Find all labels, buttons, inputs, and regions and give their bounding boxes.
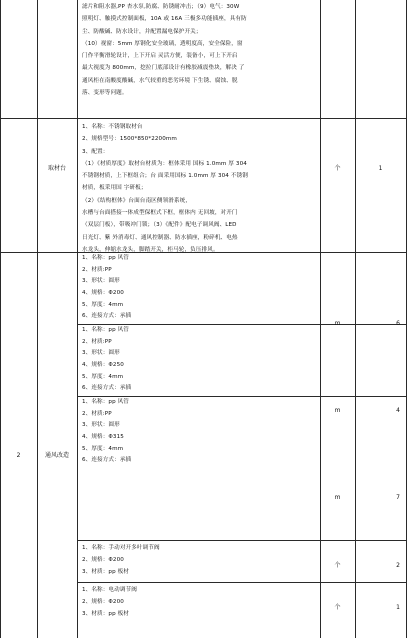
- spec-line: （双层门板），带吸冲门锁；（3）《配件》配电子调风阀、LED: [82, 222, 237, 229]
- col-border: [77, 0, 78, 638]
- spec-line: 2、规格：Φ200: [82, 599, 124, 605]
- spec-line: 1、名称：手动对开多叶调节阀: [82, 545, 160, 551]
- item-spec: [82, 542, 160, 578]
- spec-line: 3、配置：: [82, 148, 109, 155]
- item-spec: [82, 121, 248, 256]
- item-unit: 个: [334, 165, 341, 172]
- spec-line: 6、连接方式：承插: [82, 385, 132, 392]
- spec-line: 3、形状：圆形: [82, 422, 120, 429]
- spec-line: 4、规格：Φ200: [82, 290, 124, 297]
- item-spec: [82, 584, 137, 620]
- item-qty: 1: [378, 165, 383, 172]
- spec-line: 滤片和阻水器,PP 杏水泵,防腐、防锈耐冲击；（9）电气：30W: [82, 4, 240, 10]
- spec-line: 6、连接方式：承插: [82, 313, 132, 320]
- spec-line: 照明灯、触摸式控制面板，10A 或 16A 三极多功能插座，具有防: [82, 16, 247, 23]
- item-qty: 2: [396, 562, 400, 569]
- item-seq: 2: [16, 452, 21, 459]
- item-name: 取材台: [47, 165, 66, 172]
- spec-line: 2、规格：Φ200: [82, 557, 124, 563]
- spec-line: 最大视度为 800mm，挖拉门底部设计有橡胶减震垫块，解决 了: [82, 65, 245, 72]
- spec-line: 落、变形等问题。: [82, 90, 128, 97]
- spec-line: 3、材质：pp 板材: [82, 569, 130, 575]
- spec-line: 3、材质：pp 板材: [82, 611, 130, 617]
- spec-line: 4、规格：Φ315: [82, 434, 124, 441]
- spec-line: （1）《材质厚度》取材台材质为：框体采用 国标 1.0mm 厚 304: [82, 160, 247, 167]
- item-qty: 4: [396, 407, 400, 414]
- spec-line: 2、材质:PP: [82, 410, 112, 417]
- item-spec: [82, 253, 131, 323]
- spec-line: 1、名称：pp 风管: [82, 327, 130, 333]
- spec-line: 水龙头，伸缩水龙头，脚踏开关，柜马轮，负压排风。: [82, 246, 219, 253]
- spec-line: 尘、防酸碱、防水设计，并配置漏电保护开关；: [82, 28, 202, 35]
- spec-continuation: [82, 1, 247, 99]
- spec-line: 2、材质:PP: [82, 338, 112, 345]
- spec-line: 门作平衡滑轮设计，上下开启 灵活方便，装备小，可上下开启: [82, 53, 238, 60]
- item-spec: [82, 397, 131, 467]
- spec-line: 1、名称：电动调节阀: [82, 587, 137, 593]
- col-border: [355, 0, 356, 638]
- spec-line: 3、形状：圆形: [82, 278, 120, 285]
- spec-line: 材质，板采用国 字研板；: [82, 185, 147, 192]
- spec-line: （2）《结构框体》台面台南区侧领滑系统，: [82, 197, 192, 204]
- col-border: [320, 0, 321, 638]
- spec-line: 2、材质:PP: [82, 266, 112, 273]
- spec-line: 5、厚度：4mm: [82, 373, 124, 380]
- spec-line: 1、名称：pp 风管: [82, 399, 130, 405]
- item-unit: 个: [334, 604, 341, 611]
- spec-line: 通风柜在南酸度酸碱，水气较重的恶劣环境 下生锈、腐蚀、脱: [82, 77, 238, 84]
- item-unit: m: [334, 320, 341, 327]
- spec-line: 不锈钢材质，上下框组合；台 面采用国标 1.0mm 厚 304 不锈钢: [82, 173, 248, 180]
- item-qty: 1: [396, 604, 400, 611]
- item-unit: m: [334, 494, 341, 501]
- item-qty: 6: [396, 320, 400, 327]
- spec-line: 1、名称：pp 风管: [82, 255, 130, 261]
- spec-line: 1、名称：不锈钢取材台: [82, 124, 143, 130]
- row-border: [77, 540, 407, 541]
- item-unit: 个: [334, 562, 341, 569]
- spec-line: 6、连接方式：承插: [82, 457, 132, 464]
- spec-line: 5、厚度：4mm: [82, 301, 124, 308]
- spec-line: 日光灯、紫 外消毒灯、通风控制器、防水插座，粉碎机、电热: [82, 234, 238, 241]
- spec-line: 3、形状：圆形: [82, 350, 120, 357]
- item-qty: 7: [396, 494, 400, 501]
- col-border: [0, 0, 1, 638]
- spec-line: 水槽与台面搭接一体成型保框式下框，框体内 无回坡，对开门: [82, 210, 238, 217]
- item-unit: m: [334, 407, 341, 414]
- row-border: [0, 118, 407, 119]
- spec-line: （10）视窗：5mm 厚钢化安全玻璃，透明度高，安全保险，窗: [82, 40, 243, 47]
- spec-line: 5、厚度：4mm: [82, 445, 124, 452]
- item-name: 通风改造: [44, 452, 69, 459]
- spec-line: 2、规格型号：1500*850*2200mm: [82, 136, 177, 143]
- row-border: [77, 582, 407, 583]
- item-spec: [82, 325, 131, 395]
- col-border: [37, 0, 38, 638]
- spec-line: 4、规格：Φ250: [82, 362, 124, 369]
